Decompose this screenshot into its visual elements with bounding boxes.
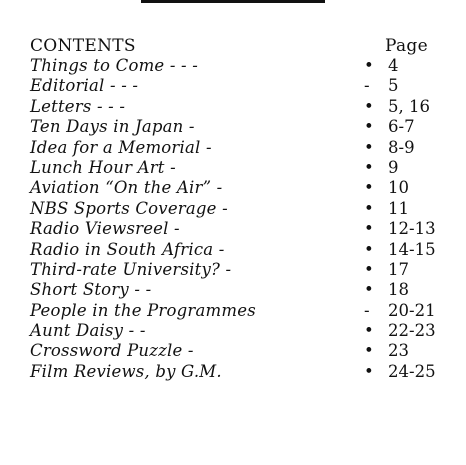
list-item xyxy=(30,321,450,341)
entry-page: 8-9 xyxy=(388,137,415,157)
entry-page: 17 xyxy=(388,259,409,279)
entry-title: Idea for a Memorial - xyxy=(30,137,212,157)
list-item xyxy=(30,178,450,198)
entry-title: Editorial - - - xyxy=(30,76,139,96)
contents-header xyxy=(30,36,450,56)
entry-page: 24-25 xyxy=(388,361,436,381)
entry-title: Aunt Daisy - - xyxy=(30,321,146,341)
entry-title: People in the Programmes xyxy=(30,300,256,320)
entry-title: Film Reviews, by G.M. xyxy=(30,361,222,381)
list-item xyxy=(30,362,450,382)
entry-title: Crossword Puzzle - xyxy=(30,341,194,361)
entry-title: Aviation “On the Air” - xyxy=(30,178,223,198)
list-item xyxy=(30,280,450,300)
leader-mark: • xyxy=(364,96,374,116)
entry-title: Things to Come - - - xyxy=(30,56,199,75)
leader-mark: • xyxy=(364,239,374,259)
entry-page: 10 xyxy=(388,178,409,198)
leader-mark: • xyxy=(364,137,374,157)
leader-mark: - xyxy=(364,76,370,96)
entry-page: 12-13 xyxy=(388,219,436,239)
entry-title: NBS Sports Coverage - xyxy=(30,198,228,218)
leader-mark: • xyxy=(364,361,374,381)
entry-title: Radio Viewsreel - xyxy=(30,219,180,239)
contents-list xyxy=(30,36,450,382)
list-item xyxy=(30,301,450,321)
list-item xyxy=(30,97,450,117)
leader-mark: • xyxy=(364,157,374,177)
leader-mark: • xyxy=(364,117,374,137)
entry-title: Short Story - - xyxy=(30,280,152,300)
entry-page: 14-15 xyxy=(388,239,436,259)
leader-mark: • xyxy=(364,178,374,198)
list-item xyxy=(30,199,450,219)
entry-title: Third-rate University? - xyxy=(30,259,232,279)
list-item xyxy=(30,260,450,280)
entry-page: 5, 16 xyxy=(388,96,430,116)
entry-title: Letters - - - xyxy=(30,96,126,116)
list-item xyxy=(30,158,450,178)
entry-title: Radio in South Africa - xyxy=(30,239,225,259)
entry-page: 20-21 xyxy=(388,300,436,320)
page-heading: Page xyxy=(385,36,428,56)
entry-page: 18 xyxy=(388,280,409,300)
entry-page: 9 xyxy=(388,157,399,177)
entry-page: 6-7 xyxy=(388,117,415,137)
contents-heading: CONTENTS xyxy=(30,36,136,56)
list-item xyxy=(30,240,450,260)
list-item xyxy=(30,117,450,137)
leader-mark: • xyxy=(364,219,374,239)
list-item xyxy=(30,341,450,361)
entry-page: 11 xyxy=(388,198,409,218)
entry-page: 22-23 xyxy=(388,321,436,341)
entry-title: Lunch Hour Art - xyxy=(30,157,176,177)
leader-mark: • xyxy=(364,321,374,341)
entry-title: Ten Days in Japan - xyxy=(30,117,195,137)
list-item xyxy=(30,56,450,76)
leader-mark: - xyxy=(364,300,370,320)
list-item xyxy=(30,76,450,96)
entry-page: 4 xyxy=(388,56,399,75)
entry-page: 5 xyxy=(388,76,399,96)
entry-page: 23 xyxy=(388,341,409,361)
leader-mark: • xyxy=(364,280,374,300)
top-rule xyxy=(141,0,325,3)
leader-mark: • xyxy=(364,259,374,279)
list-item xyxy=(30,219,450,239)
leader-mark: • xyxy=(364,198,374,218)
leader-mark: • xyxy=(364,341,374,361)
leader-mark: • xyxy=(364,56,374,75)
list-item xyxy=(30,138,450,158)
